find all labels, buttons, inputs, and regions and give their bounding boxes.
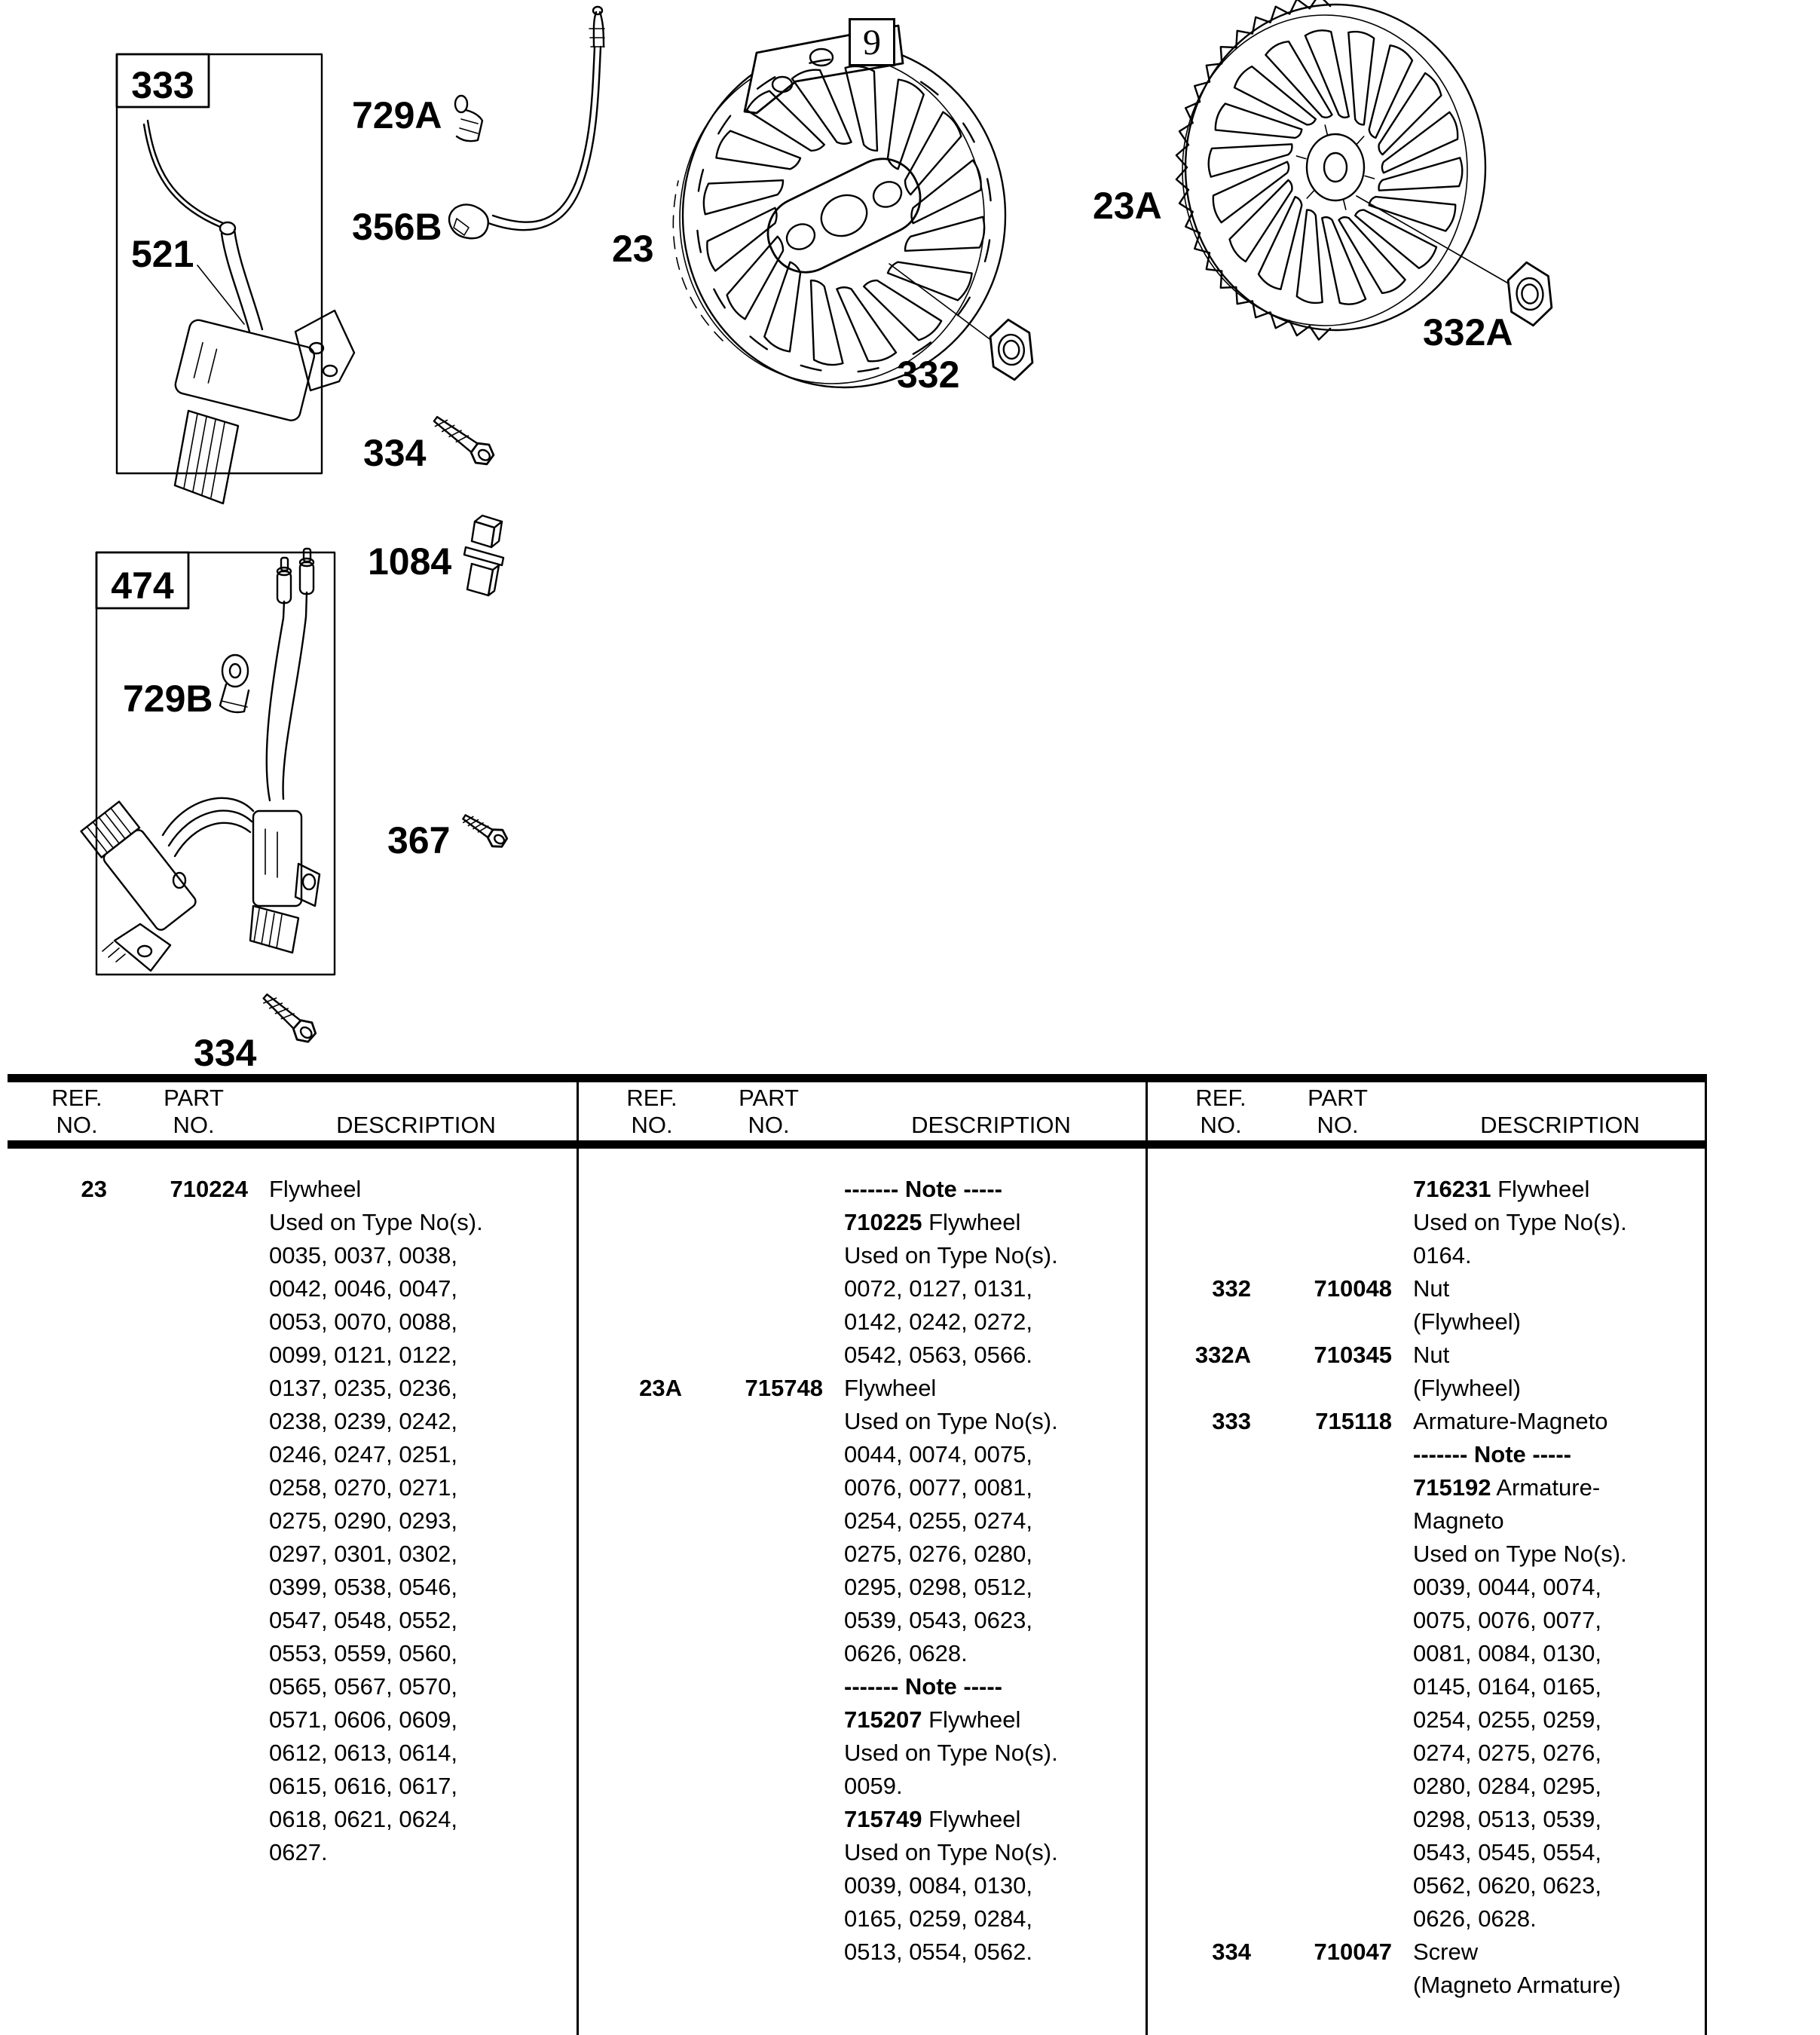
table-line: 0254, 0255, 0259, <box>1413 1706 1601 1733</box>
callout-356b: 356B <box>352 206 442 248</box>
header-ref-no: NO. <box>631 1112 673 1138</box>
terminal-1084-art <box>464 516 503 595</box>
table-line: 0298, 0513, 0539, <box>1413 1806 1601 1832</box>
table-line: 715749 Flywheel <box>844 1806 1021 1832</box>
header-part-no: NO. <box>1317 1112 1359 1138</box>
table-line: Used on Type No(s). <box>269 1209 483 1235</box>
table-divider-1 <box>577 1074 579 2035</box>
table-line: 332 710048 Nut <box>1212 1275 1450 1302</box>
header-description: DESCRIPTION <box>911 1112 1071 1138</box>
table-divider-2 <box>1146 1074 1148 2035</box>
header-part-no: NO. <box>748 1112 790 1138</box>
table-line: 0542, 0563, 0566. <box>844 1342 1032 1368</box>
table-line: ------- Note ----- <box>1413 1441 1571 1467</box>
callout-474: 474 <box>111 565 174 607</box>
table-line: 0039, 0084, 0130, <box>844 1872 1032 1899</box>
header-part-no: NO. <box>173 1112 215 1138</box>
callout-729a: 729A <box>352 94 442 136</box>
table-line: 0513, 0554, 0562. <box>844 1939 1032 1965</box>
callout-521: 521 <box>131 233 194 275</box>
callout-332: 332 <box>897 353 960 396</box>
table-line: 0039, 0044, 0074, <box>1413 1574 1601 1600</box>
table-line: 0626, 0628. <box>844 1640 968 1666</box>
armature-474-art <box>81 549 335 975</box>
clamp-729b-art <box>220 655 249 712</box>
callout-9-box <box>849 18 895 66</box>
table-header-rule <box>8 1140 1705 1149</box>
table-line: 0275, 0290, 0293, <box>269 1507 457 1534</box>
table-line: Used on Type No(s). <box>844 1242 1058 1268</box>
table-line: Used on Type No(s). <box>844 1408 1058 1434</box>
table-top-rule <box>8 1074 1705 1082</box>
header-description: DESCRIPTION <box>336 1112 496 1138</box>
table-line: 716231 Flywheel <box>1413 1176 1590 1202</box>
header-ref: REF. <box>1195 1085 1246 1111</box>
callout-334-upper: 334 <box>363 432 427 474</box>
table-line: 332A 710345 Nut <box>1194 1342 1450 1368</box>
callout-729b: 729B <box>123 678 213 720</box>
table-line: 0258, 0270, 0271, <box>269 1474 457 1501</box>
clamp-729a-art <box>455 96 482 141</box>
table-line: 0547, 0548, 0552, <box>269 1607 457 1633</box>
table-line: ------- Note ----- <box>844 1176 1002 1202</box>
flywheel-23a-art <box>1176 0 1511 340</box>
table-line: (Flywheel) <box>1413 1308 1521 1335</box>
table-column-2 <box>584 1173 1142 1969</box>
callout-334-lower: 334 <box>194 1032 257 1074</box>
table-line: (Flywheel) <box>1413 1375 1521 1401</box>
callout-333: 333 <box>131 64 194 106</box>
table-line: 0254, 0255, 0274, <box>844 1507 1032 1534</box>
table-line: 0059. <box>844 1773 903 1799</box>
table-line: 23A 715748 Flywheel <box>639 1375 937 1401</box>
armature-333-art <box>117 54 354 503</box>
table-line: 0035, 0037, 0038, <box>269 1242 457 1268</box>
table-line: 0072, 0127, 0131, <box>844 1275 1032 1302</box>
table-line: 0164. <box>1413 1242 1472 1268</box>
screw-art <box>463 815 506 846</box>
table-line: 0295, 0298, 0512, <box>844 1574 1032 1600</box>
table-line: 0618, 0621, 0624, <box>269 1806 457 1832</box>
table-line: 333 715118 Armature-Magneto <box>1212 1408 1608 1434</box>
table-line: Magneto <box>1413 1507 1504 1534</box>
table-line: 0075, 0076, 0077, <box>1413 1607 1601 1633</box>
header-part: PART <box>1308 1085 1368 1111</box>
header-ref: REF. <box>626 1085 678 1111</box>
table-line: 23 710224 Flywheel <box>81 1176 362 1202</box>
table-line: Used on Type No(s). <box>1413 1541 1627 1567</box>
table-line: 0571, 0606, 0609, <box>269 1706 457 1733</box>
table-line: 0626, 0628. <box>1413 1905 1537 1932</box>
callout-9: 9 <box>863 22 881 63</box>
header-ref-no: NO. <box>1200 1112 1242 1138</box>
hex-nut-art <box>989 318 1034 382</box>
screw-art <box>434 417 494 464</box>
header-part: PART <box>739 1085 799 1111</box>
table-line: 0615, 0616, 0617, <box>269 1773 457 1799</box>
table-line: (Magneto Armature) <box>1413 1972 1621 1998</box>
table-line: 0076, 0077, 0081, <box>844 1474 1032 1501</box>
header-ref: REF. <box>51 1085 102 1111</box>
table-line: 0539, 0543, 0623, <box>844 1607 1032 1633</box>
table-line: 0044, 0074, 0075, <box>844 1441 1032 1467</box>
table-column-3 <box>1153 1173 1711 2002</box>
table-line: 0246, 0247, 0251, <box>269 1441 457 1467</box>
table-line: 0565, 0567, 0570, <box>269 1673 457 1700</box>
table-line: 0137, 0235, 0236, <box>269 1375 457 1401</box>
table-line: 0275, 0276, 0280, <box>844 1541 1032 1567</box>
table-column-1 <box>9 1173 567 1869</box>
hex-nut-art <box>1506 260 1553 327</box>
callout-367: 367 <box>387 819 451 861</box>
table-line: 334 710047 Screw <box>1212 1939 1479 1965</box>
table-line: 0612, 0613, 0614, <box>269 1740 457 1766</box>
table-line: 0399, 0538, 0546, <box>269 1574 457 1600</box>
table-line: 715207 Flywheel <box>844 1706 1021 1733</box>
callout-332a: 332A <box>1423 311 1513 353</box>
table-line: 0553, 0559, 0560, <box>269 1640 457 1666</box>
header-ref-no: NO. <box>56 1112 98 1138</box>
table-line: 0280, 0284, 0295, <box>1413 1773 1601 1799</box>
table-line: ------- Note ----- <box>844 1673 1002 1700</box>
table-line: Used on Type No(s). <box>844 1839 1058 1865</box>
table-line: 715192 Armature- <box>1413 1474 1601 1501</box>
table-line: Used on Type No(s). <box>1413 1209 1627 1235</box>
table-line: 0053, 0070, 0088, <box>269 1308 457 1335</box>
table-line: 0543, 0545, 0554, <box>1413 1839 1601 1865</box>
flywheel-23-art <box>673 26 1005 387</box>
table-line: 0274, 0275, 0276, <box>1413 1740 1601 1766</box>
table-line: 0627. <box>269 1839 328 1865</box>
screw-art <box>264 994 316 1042</box>
table-line: 0297, 0301, 0302, <box>269 1541 457 1567</box>
callout-23a: 23A <box>1093 185 1162 227</box>
table-line: 0099, 0121, 0122, <box>269 1342 457 1368</box>
table-line: 0081, 0084, 0130, <box>1413 1640 1601 1666</box>
callout-23: 23 <box>612 228 654 270</box>
table-line: 0562, 0620, 0623, <box>1413 1872 1601 1899</box>
table-line: 0142, 0242, 0272, <box>844 1308 1032 1335</box>
table-line: 0238, 0239, 0242, <box>269 1408 457 1434</box>
header-description: DESCRIPTION <box>1480 1112 1640 1138</box>
table-line: 0042, 0046, 0047, <box>269 1275 457 1302</box>
table-line: Used on Type No(s). <box>844 1740 1058 1766</box>
callout-1084: 1084 <box>368 540 452 583</box>
header-part: PART <box>164 1085 224 1111</box>
table-line: 710225 Flywheel <box>844 1209 1021 1235</box>
table-line: 0145, 0164, 0165, <box>1413 1673 1601 1700</box>
table-line: 0165, 0259, 0284, <box>844 1905 1032 1932</box>
